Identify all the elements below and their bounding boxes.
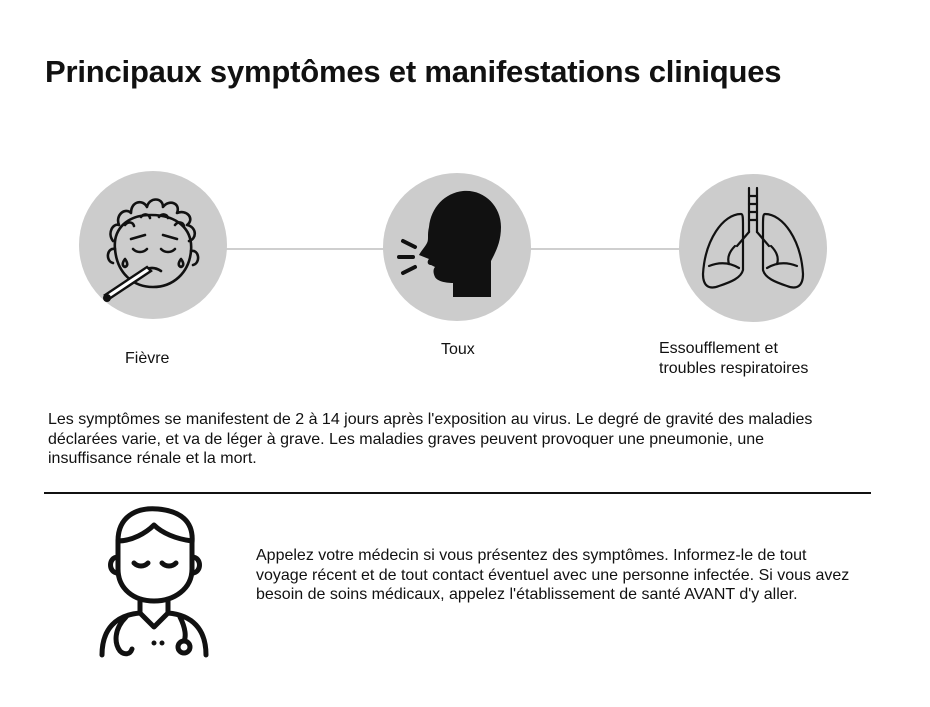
lungs-icon: [679, 174, 827, 322]
fever-face-icon: [79, 171, 227, 319]
section-divider: [44, 492, 871, 494]
page-title: Principaux symptômes et manifestations cliniques: [45, 54, 782, 89]
doctor-icon: [96, 503, 211, 663]
cough-circle: [383, 173, 531, 321]
symptom-description: Les symptômes se manifestent de 2 à 14 jours après l'exposition au virus. Le degré de gravité des maladies déclarées varie, et va de léger à grave. Les maladies graves peuvent provoquer une pneumonie, une insuffisance rénale et la mort.: [48, 411, 813, 467]
symptom-label-breathing-line2: troubles respiratoires: [659, 360, 809, 377]
symptom-label-breathing: [659, 339, 808, 379]
symptom-label-cough: Toux: [441, 341, 475, 358]
symptom-label-fever: Fièvre: [125, 350, 170, 367]
symptom-label-breathing-line1: Essoufflement et: [659, 340, 778, 357]
advice-text: Appelez votre médecin si vous présentez des symptômes. Informez-le de tout voyage récent et de tout contact éventuel avec une personne infectée. Si vous avez besoin de soins médicaux, appelez l'établissement de santé AVANT d'y aller.: [256, 547, 850, 603]
cough-head-icon: [383, 173, 531, 321]
fever-circle: [79, 171, 227, 319]
lungs-circle: [679, 174, 827, 322]
